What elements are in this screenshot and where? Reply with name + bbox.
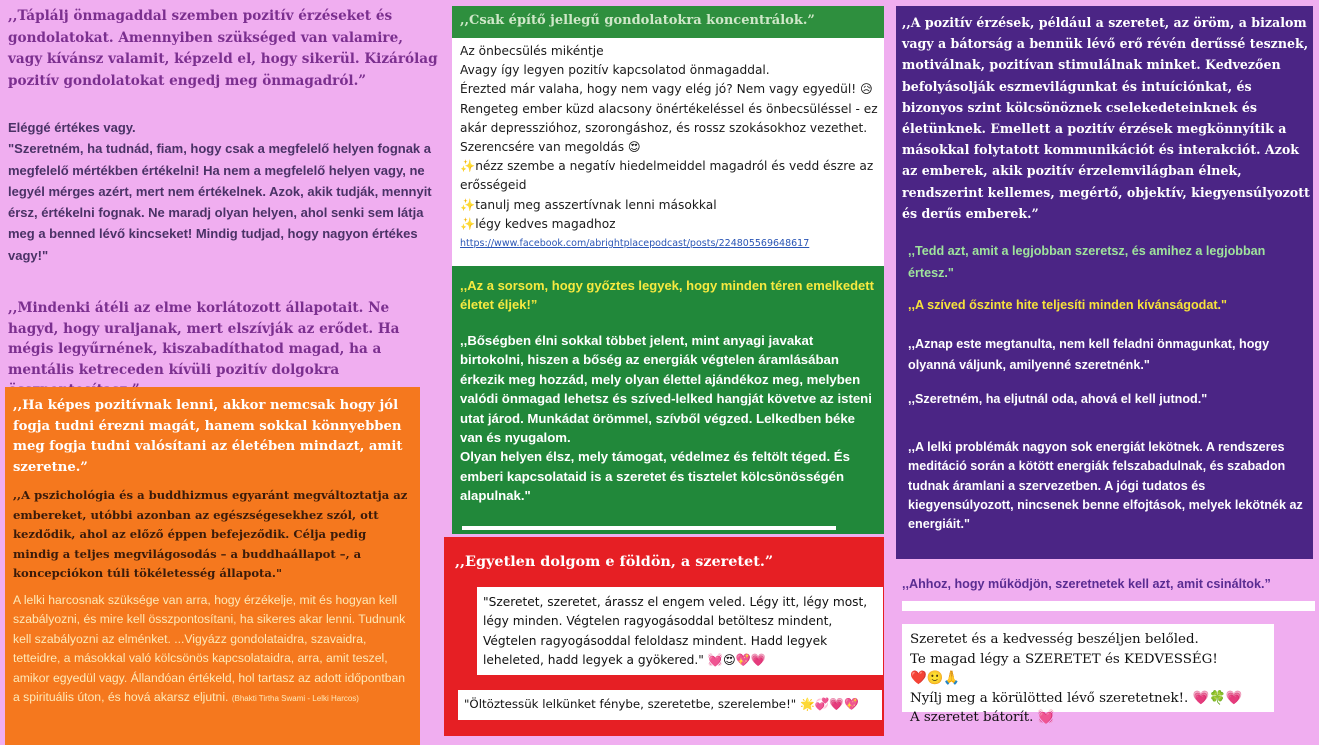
fb-line: Rengeteg ember küzd alacsony önértékeléssel és önbecsüléssel - ez akár depresszióhoz, szorongáshoz, és rossz szokásokhoz vezethet. [460, 101, 878, 135]
purple-quote-emotions: ,,A pozitív érzések, például a szeretet, az öröm, a bizalom vagy a bátorság a bennük lévő erő révén derűssé tesznek, motiválnak, pozitívan stimulálnak minket. Kedvezően befolyásolják eszmevilágunkat és intuíciónkat, és bizonyos szint kölcsönöznek cselekedeteinknek és életünknek. Emellett a pozitív érzések megkönnyítik a másokkal folytatott kommunikációt és interakciót. Azok az emberek, akik pozitív érzelemvilágban élnek, rendszerint kellemes, megértő, objektív, kiegyensúlyozott és derűs emberek.” [902, 15, 1310, 221]
sun-icon: 🌟💞💗💖 [799, 697, 859, 711]
green2-body-para2: Olyan helyen élsz, mely támogat, védelmez és feltölt téged. És emberi kapcsolataid is a szeretet és tisztelet kölcsönösségén alapulnak." [460, 449, 850, 504]
facebook-post-text [460, 42, 880, 253]
facebook-link[interactable]: https://www.facebook.com/abrightplacepodcast/posts/224805569648617 [460, 238, 810, 250]
quote-feed-yourself: ,,Táplálj önmagaddal szemben pozitív érzéseket és gondolatokat. Amennyiben szükséged van valamire, vagy kívánsz valamit, képzeld el, hogy sikerül. Kizárólag pozitív gondolatokat engedj meg önmagadról.” [8, 8, 438, 89]
purple-quote-do-what-you-love: ,,Tedd azt, amit a legjobban szeretsz, és amihez a legjobban értesz." [908, 244, 1266, 280]
sad-face-icon: 😥 [860, 82, 873, 97]
block-worthy [8, 117, 438, 266]
warrior-text: A lelki harcosnak szüksége van arra, hogy érzékelje, mit és hogyan kell szabályozni, és mire kell összpontosítani, ha sikeres akar lenni. Tudnunk kell szabályozni az elménket. ...Vigyázz gondolataidra, szavaidra, tetteidre, a másokkal való kölcsönös kapcsolataidra, arra, amit teszel, amikor egyedül vagy. Állandóan értékeld, hol tartasz az adott időpontban a spirituális úton, és hová akarsz eljutni. [13, 593, 406, 705]
warrior-source: (Bhakti Tirtha Swami - Lelki Harcos) [231, 694, 359, 704]
orange-quote-buddhism: ,,A pszichológia és a buddhizmus egyaránt megváltoztatja az embereket, utóbbi azonban az egészségesekhez szól, ott kezdődik, ahol az előző éppen befejeződik. Célja pedig mindig a teljes megvilágosodás – a buddhaállapot –, a koncepciókon túli tökéletesség állapota." [13, 488, 408, 580]
sparkles-icon: ✨ [460, 197, 476, 212]
purple-quote-meditation: ,,A lelki problémák nagyon sok energiát lekötnek. A rendszeres meditáció során a kötött energiák felszabadulnak, és szabadon tudnak áramlani a szervezetben. A jógi tudatos és kiegyensúlyozott, nincsenek benne elfojtások, melyek lekötnék az energiáit." [908, 440, 1303, 532]
kindness-line: Te magad légy a SZERETET és KEDVESSÉG! ❤️🙂🙏 [910, 650, 1266, 689]
green2-body [460, 331, 880, 506]
fb-line: Érezted már valaha, hogy nem vagy elég jó? Nem vagy egyedül! 😥 [460, 80, 880, 99]
hearts-icon: 💓😍💖💗 [707, 653, 766, 668]
fb-line: Szerencsére van megoldás 😍 [460, 138, 880, 157]
fb-line: Avagy így legyen pozitív kapcsolatod önmagaddal. [460, 63, 770, 78]
green-header-bar [452, 6, 884, 38]
fb-tip: ✨nézz szembe a negatív hiedelmeiddel magadról és vedd észre az erősségeid [460, 159, 874, 193]
sparkles-icon: ✨ [460, 216, 476, 231]
heart-eyes-icon: 😍 [627, 140, 641, 155]
fb-line: Az önbecsülés mikéntje [460, 44, 604, 58]
divider [902, 601, 1315, 611]
kindness-line: Szeretet és a kedvesség beszéljen belőled. [910, 632, 1199, 647]
kindness-line: Nyílj meg a körülötted lévő szeretetnek!. 💗🍀💗 [910, 689, 1266, 709]
light-quote-text: "Öltöztessük lelkünket fénybe, szeretetbe, szerelembe!" [464, 697, 797, 711]
clover-icon: 💗🍀💗 [1192, 690, 1243, 706]
red-header: ,,Egyetlen dolgom e földön, a szeretet.” [455, 553, 774, 570]
green2-body-para1: ,,Bőségben élni sokkal többet jelent, mint anyagi javakat birtokolni, hiszen a bőség az energiák végtelen áramlásában érkezik meg hozzád, mely olyan élettel ajándékoz meg, melyben valódi önmagad lehetsz és szíved-lelked hangját követve az isteni utat járod. Munkádat örömmel, szívből végzed. Lelkedben béke van és nyugalom. [460, 333, 872, 446]
orange-quote-positive: ,,Ha képes pozitívnak lenni, akkor nemcsak hogy jól fogja tudni érezni magát, hanem sokkal könnyebben meg fogja tudni valósítani az életében mindazt, amit szeretne.” [13, 398, 403, 475]
fb-tip: ✨tanulj meg asszertívnak lenni másokkal [460, 196, 880, 215]
quote-love-what-you-do: ,,Ahhoz, hogy működjön, szeretnetek kell azt, amit csináltok.” [902, 577, 1271, 591]
text-worthy: "Szeretném, ha tudnád, fiam, hogy csak a megfelelő helyen fognak a megfelelő mértékben értékelni! Ha nem a megfelelő helyen vagy, ne legyél mérges azért, mert nem értékelnek. Azok, akik tudják, mennyit érsz, értékelni fognak. Ne maradj olyan helyen, ahol senki sem látja meg a benned lévő kincseket! Mindig tudjad, hogy nagyon értékes vagy!" [8, 141, 432, 263]
fb-tip: ✨légy kedves magadhoz [460, 215, 880, 234]
purple-quote-dont-give-up: ,,Aznap este megtanulta, nem kell feladni önmagunkat, hogy olyanná váljunk, amilyenné szeretnénk." [908, 337, 1270, 372]
purple-quote-heart-faith: ,,A szíved őszinte hite teljesíti minden kívánságodat." [908, 298, 1228, 312]
love-quote-text: "Szeretet, szeretet, árassz el engem veled. Légy itt, légy most, légy minden. Végtelen ragyogásoddal betöltesz mindent, Végtelen ragyogásoddal feloldasz mindent. Hadd legyek leheleted, hadd legyek a gyökered." [483, 595, 868, 668]
purple-quote-get-there: ,,Szeretném, ha eljutnál oda, ahová el kell jutnod." [908, 392, 1208, 406]
love-quote-box [477, 587, 883, 675]
green2-header: ,,Az a sorsom, hogy győztes legyek, hogy minden téren emelkedett életet éljek!” [460, 278, 874, 312]
light-quote-box [458, 690, 882, 720]
kindness-box [902, 624, 1274, 725]
heading-worthy: Eléggé értékes vagy. [8, 120, 136, 135]
sparkles-icon: ✨ [460, 159, 476, 174]
green-header-text: ,,Csak építő jellegű gondolatokra koncentrálok.” [460, 13, 815, 28]
orange-quote-warrior [13, 591, 413, 708]
hearts-icon: 💓 [1037, 710, 1055, 725]
quote-mind-limits: ,,Mindenki átéli az elme korlátozott állapotait. Ne hagyd, hogy uraljanak, mert elszívják az erődet. Ha mégis legyűrnének, kiszabadíthatod magad, ha a mentális ketreceden kívüli pozitív dolgokra [8, 300, 400, 378]
kindness-line: A szeretet bátorít. 💓 [910, 708, 1266, 728]
smile-icon: ❤️🙂🙏 [910, 671, 961, 686]
divider [462, 526, 836, 530]
